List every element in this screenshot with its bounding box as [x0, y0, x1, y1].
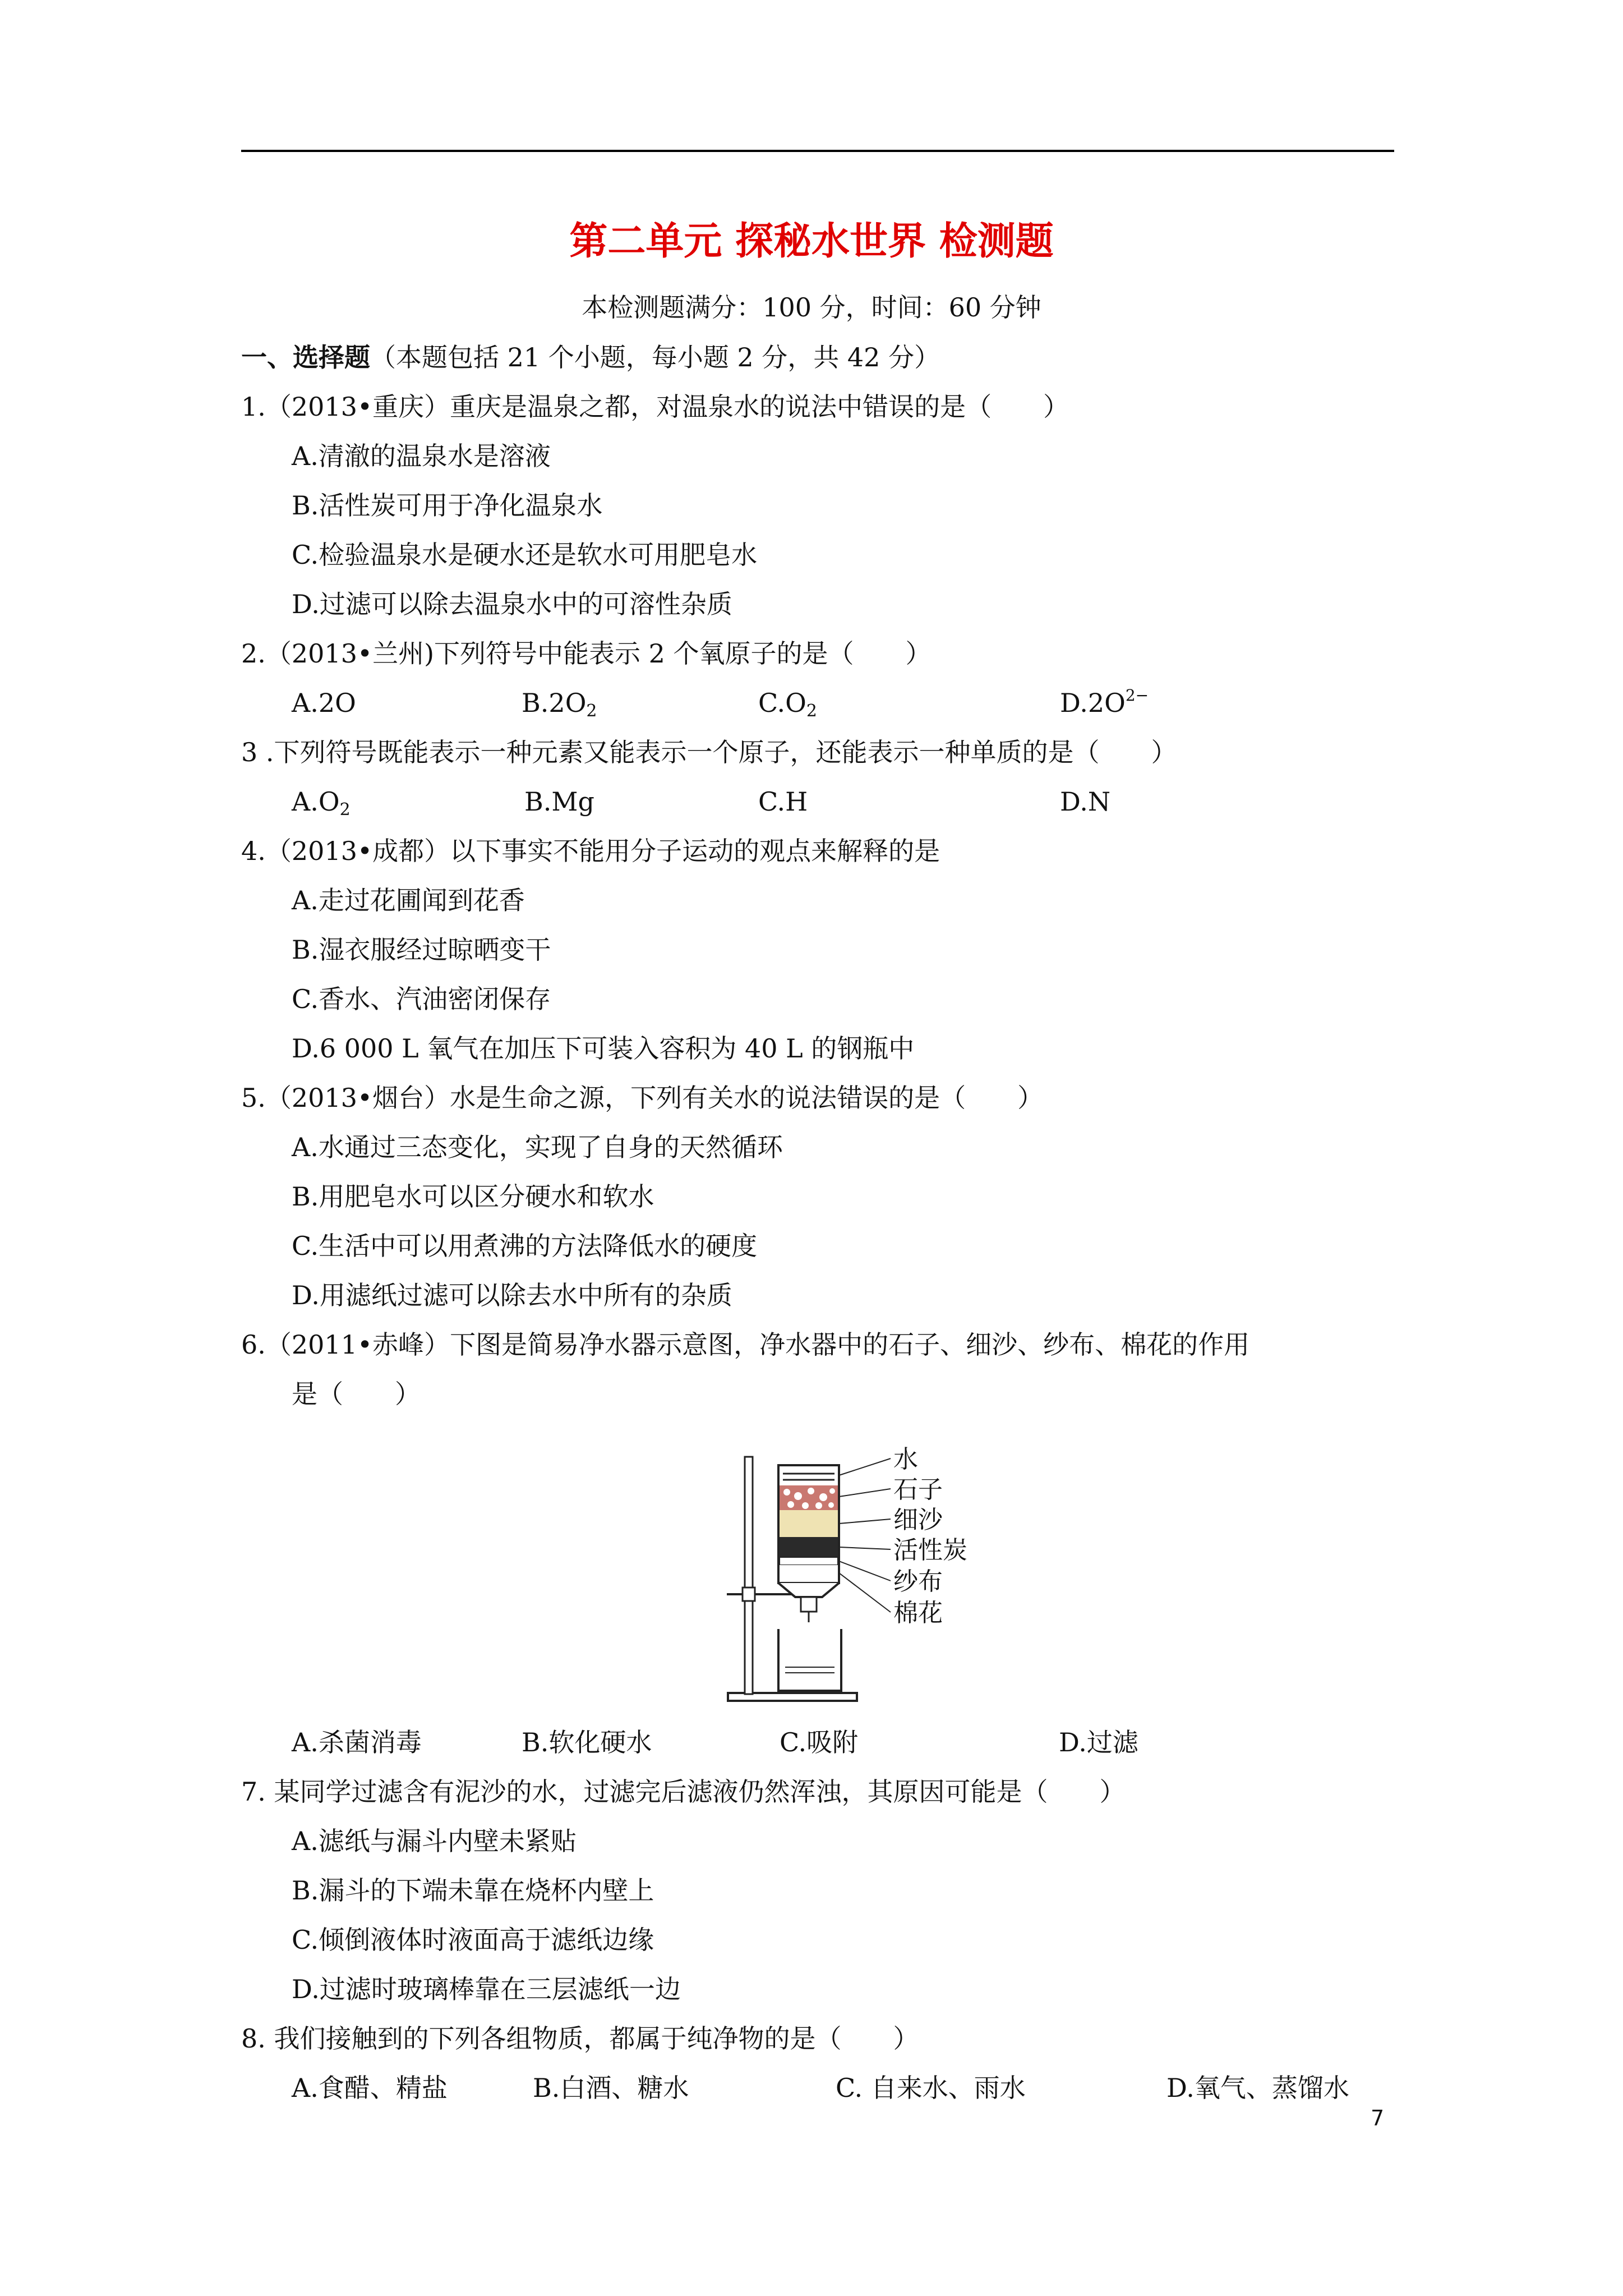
- pebble: [787, 1501, 794, 1508]
- question-4-option-c: C.香水、汽油密闭保存: [292, 984, 551, 1014]
- stand-rod: [745, 1457, 753, 1694]
- leader-line: [839, 1489, 891, 1497]
- leader-line: [839, 1458, 891, 1475]
- question-1-option-b: B.活性炭可用于净化温泉水: [292, 490, 603, 521]
- figure-label-carbon: 活性炭: [893, 1536, 967, 1565]
- question-5-stem: 5.（2013•烟台）水是生命之源，下列有关水的说法错误的是（ ）: [241, 1083, 1044, 1113]
- question-2-option-c-subscript: 2: [806, 701, 817, 721]
- beaker: [778, 1629, 841, 1691]
- figure-label-water: 水: [893, 1445, 918, 1474]
- question-6-option-a: A.杀菌消毒: [292, 1727, 422, 1757]
- page-title: 第二单元 探秘水世界 检测题: [569, 219, 1054, 264]
- figure-label-sand: 细沙: [893, 1506, 943, 1534]
- question-7-stem: 7. 某同学过滤含有泥沙的水，过滤完后滤液仍然浑浊，其原因可能是（ ）: [241, 1777, 1126, 1807]
- question-5-option-d: D.用滤纸过滤可以除去水中所有的杂质: [292, 1280, 732, 1310]
- question-4-option-a: A.走过花圃闻到花香: [292, 885, 525, 915]
- page-subtitle: 本检测题满分：100 分，时间：60 分钟: [582, 292, 1041, 323]
- leader-line: [839, 1561, 891, 1581]
- question-7-option-d: D.过滤时玻璃棒靠在三层滤纸一边: [292, 1974, 681, 2004]
- water-purifier-diagram: [722, 1443, 1003, 1706]
- page-number: 7: [1371, 2106, 1385, 2131]
- pebble: [828, 1502, 834, 1508]
- sand-layer: [780, 1510, 838, 1537]
- question-2-option-b: [522, 686, 597, 720]
- question-7-option-a: A.滤纸与漏斗内壁未紧贴: [292, 1826, 577, 1856]
- question-8-option-b: B.白酒、糖水: [533, 2073, 689, 2103]
- question-4-option-b: B.湿衣服经过晾晒变干: [292, 935, 551, 965]
- question-8-option-d: D.氧气、蒸馏水: [1166, 2073, 1349, 2103]
- question-8-stem: 8. 我们接触到的下列各组物质，都属于纯净物的是（ ）: [241, 2023, 919, 2054]
- header-rule: [241, 150, 1394, 152]
- leader-line: [839, 1547, 891, 1549]
- pebble: [783, 1489, 790, 1496]
- question-5-option-a: A.水通过三态变化，实现了自身的天然循环: [292, 1132, 783, 1162]
- question-4-option-d: D.6 000 L 氧气在加压下可装入容积为 40 L 的钢瓶中: [292, 1033, 915, 1064]
- question-2-option-a: A.2O: [292, 688, 356, 718]
- question-2-option-b-text: B.2O: [522, 688, 587, 718]
- gauze-layer: [780, 1557, 838, 1565]
- question-6-stem-line-2: 是（ ）: [292, 1379, 421, 1409]
- question-2-option-d-superscript: 2−: [1125, 686, 1149, 705]
- question-2-option-d-text: D.2O: [1060, 688, 1126, 718]
- carbon-layer: [780, 1537, 838, 1557]
- pebble: [808, 1488, 814, 1494]
- question-8-option-a: A.食醋、精盐: [292, 2073, 448, 2103]
- pebble: [829, 1488, 835, 1494]
- question-7-option-b: B.漏斗的下端未靠在烧杯内壁上: [292, 1875, 654, 1906]
- cotton-layer: [780, 1565, 838, 1582]
- question-2-option-c: [758, 686, 817, 720]
- question-3-option-c: C.H: [758, 786, 808, 817]
- question-1-stem: 1.（2013•重庆）重庆是温泉之都，对温泉水的说法中错误的是（ ）: [241, 392, 1069, 422]
- leader-line: [839, 1519, 891, 1524]
- question-6-option-c: C.吸附: [780, 1727, 859, 1757]
- question-7-option-c: C.倾倒液体时液面高于滤纸边缘: [292, 1925, 654, 1955]
- figure-label-gauze: 纱布: [893, 1567, 943, 1596]
- question-2-option-b-subscript: 2: [586, 701, 597, 721]
- pebble: [815, 1502, 822, 1509]
- question-3-option-a-subscript: 2: [339, 800, 351, 820]
- question-2-option-c-text: C.O: [758, 688, 806, 718]
- question-6-stem-line-1: 6.（2011•赤峰）下图是简易净水器示意图，净水器中的石子、细沙、纱布、棉花的作用: [241, 1329, 1250, 1360]
- question-2-option-d: [1060, 686, 1149, 720]
- question-3-option-a: [292, 785, 351, 818]
- figure-label-cotton: 棉花: [893, 1599, 943, 1627]
- question-2-stem: 2.（2013•兰州)下列符号中能表示 2 个氧原子的是（ ）: [241, 638, 932, 669]
- pebble: [819, 1493, 827, 1501]
- question-1-option-a: A.清澈的温泉水是溶液: [292, 441, 551, 471]
- question-3-option-b: B.Mg: [524, 786, 594, 817]
- question-6-option-d: D.过滤: [1059, 1727, 1138, 1757]
- question-3-option-a-text: A.O: [292, 786, 340, 817]
- bottle-cap: [801, 1597, 817, 1612]
- question-1-option-d: D.过滤可以除去温泉水中的可溶性杂质: [292, 589, 732, 619]
- question-6-option-b: B.软化硬水: [522, 1727, 652, 1757]
- question-5-option-c: C.生活中可以用煮沸的方法降低水的硬度: [292, 1231, 758, 1261]
- question-8-option-c: C. 自来水、雨水: [836, 2073, 1026, 2103]
- question-1-option-c: C.检验温泉水是硬水还是软水可用肥皂水: [292, 540, 758, 570]
- question-3-option-d: D.N: [1060, 786, 1111, 817]
- section-heading: [241, 341, 940, 374]
- question-5-option-b: B.用肥皂水可以区分硬水和软水: [292, 1181, 654, 1212]
- figure-label-pebbles: 石子: [893, 1475, 943, 1504]
- leader-line: [839, 1573, 891, 1612]
- clamp-joint: [743, 1588, 755, 1601]
- pebble: [802, 1502, 809, 1509]
- section-title: 一、选择题: [241, 342, 370, 372]
- pebble: [794, 1492, 802, 1500]
- question-4-stem: 4.（2013•成都）以下事实不能用分子运动的观点来解释的是: [241, 836, 940, 866]
- section-note: （本题包括 21 个小题，每小题 2 分，共 42 分）: [370, 342, 940, 372]
- question-3-stem: 3 .下列符号既能表示一种元素又能表示一个原子，还能表示一种单质的是（ ）: [241, 737, 1177, 767]
